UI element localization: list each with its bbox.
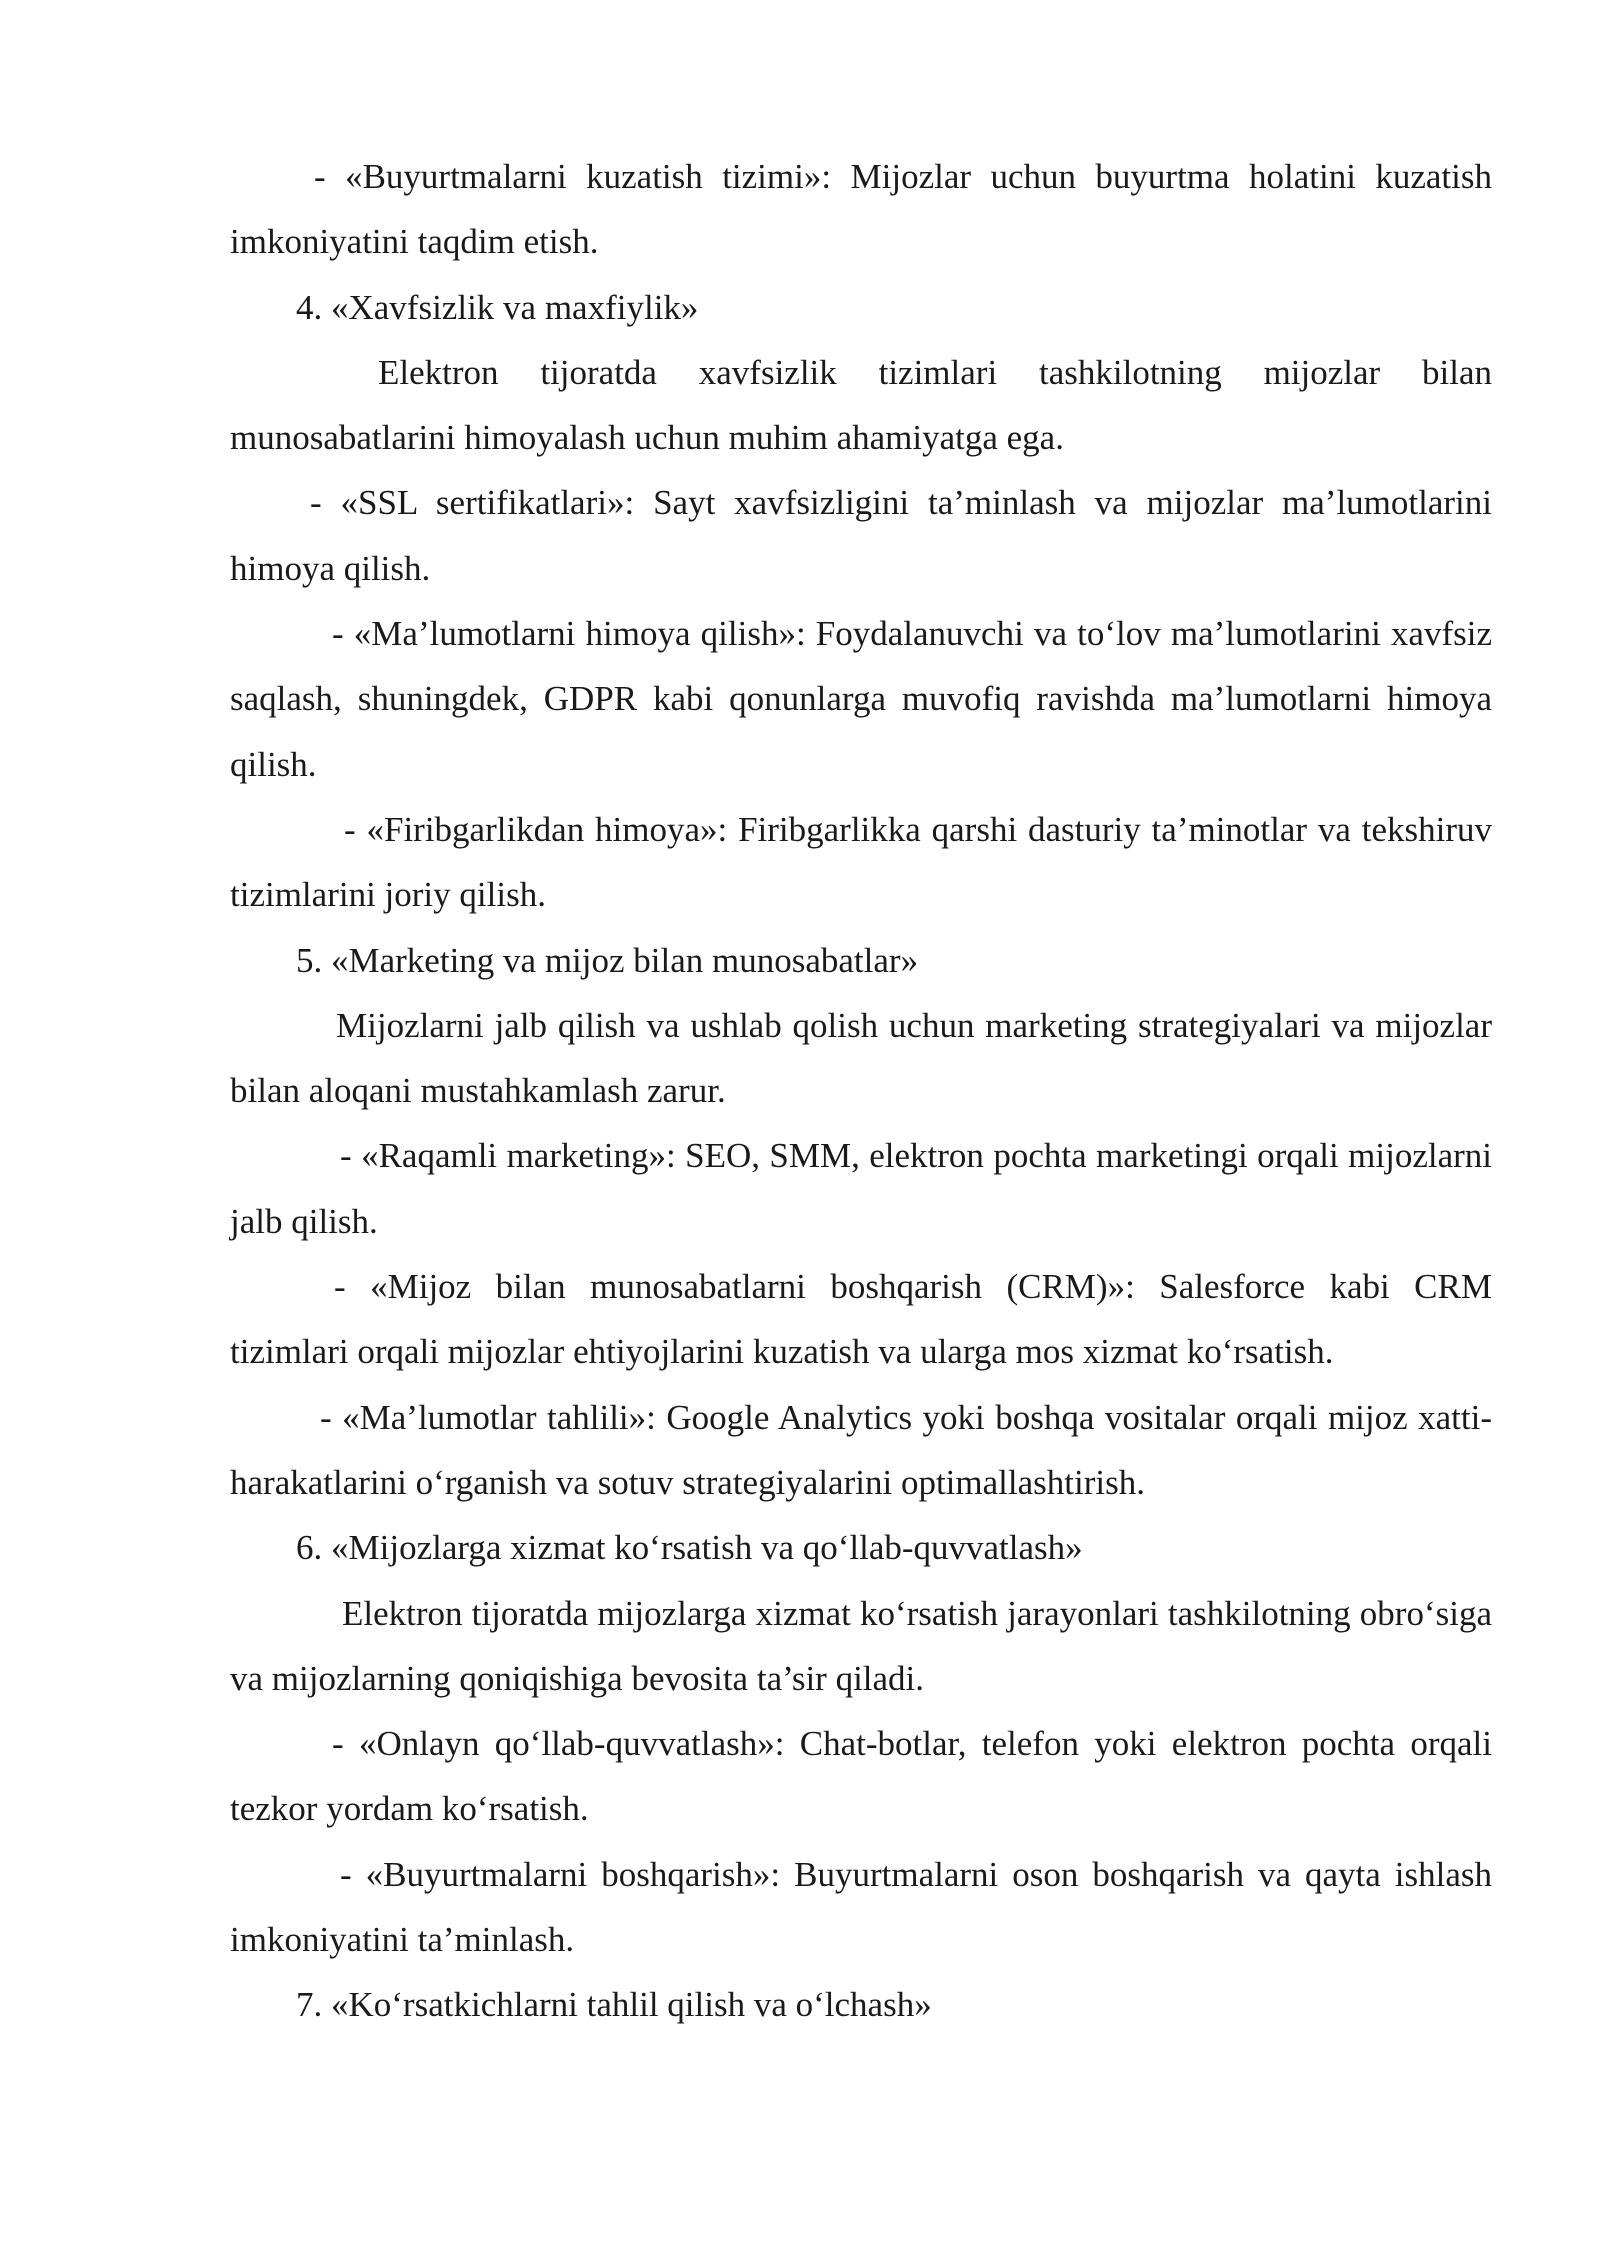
bullet-crm: - «Mijoz bilan munosabatlarni boshqarish (CRM)»: Salesforce kabi CRM tizimlari orqali mijozlar ehtiyojlarini kuzatish va ularga mos xizmat ko‘rsatish.: [230, 1267, 1492, 1372]
bullet-order-tracking: - «Buyurtmalarni kuzatish tizimi»: Mijozlar uchun buyurtma holatini kuzatish imkoniyatini taqdim etish.: [230, 157, 1492, 262]
paragraph-security-intro: Elektron tijoratda xavfsizlik tizimlari tashkilotning mijozlar bilan munosabatlarini himoyalash uchun muhim ahamiyatga ega.: [230, 352, 1492, 458]
heading-security-privacy: 4. «Xavfsizlik va maxfiylik»: [296, 287, 699, 327]
bullet-ssl-certificates: - «SSL sertifikatlari»: Sayt xavfsizligini ta’minlash va mijozlar ma’lumotlarini himoya qilish.: [230, 483, 1492, 588]
bullet-order-management: - «Buyurtmalarni boshqarish»: Buyurtmalarni oson boshqarish va qayta ishlash imkoniyatini ta’minlash.: [230, 1854, 1492, 1960]
heading-metrics-analysis: 7. «Ko‘rsatkichlarni tahlil qilish va o‘lchash»: [296, 1985, 932, 2025]
bullet-online-support: - «Onlayn qo‘llab-quvvatlash»: Chat-botlar, telefon yoki elektron pochta orqali tezkor yordam ko‘rsatish.: [230, 1724, 1492, 1829]
paragraph-marketing-intro: Mijozlarni jalb qilish va ushlab qolish uchun marketing strategiyalari va mijozlar bilan aloqani mustahkamlash zarur.: [230, 1005, 1492, 1111]
heading-marketing-relations: 5. «Marketing va mijoz bilan munosabatlar»: [296, 940, 919, 980]
bullet-fraud-protection: - «Firibgarlikdan himoya»: Firibgarlikka qarshi dasturiy ta’minotlar va tekshiruv tizimlarini joriy qilish.: [230, 809, 1492, 915]
bullet-data-analytics: - «Ma’lumotlar tahlili»: Google Analytics yoki boshqa vositalar orqali mijoz xatti-harakatlarini o‘rganish va sotuv strategiyalarini optimallashtirish.: [230, 1397, 1492, 1502]
bullet-digital-marketing: - «Raqamli marketing»: SEO, SMM, elektron pochta marketingi orqali mijozlarni jalb qilish.: [230, 1136, 1492, 1241]
heading-customer-service: 6. «Mijozlarga xizmat ko‘rsatish va qo‘llab-quvvatlash»: [296, 1528, 1083, 1568]
document-body: [230, 144, 1492, 2038]
bullet-data-protection: - «Ma’lumotlarni himoya qilish»: Foydalanuvchi va to‘lov ma’lumotlarini xavfsiz saqlash, shuningdek, GDPR kabi qonunlarga muvofiq ravishda ma’lumotlarni himoya qilish.: [230, 614, 1492, 784]
paragraph-customer-service-intro: Elektron tijoratda mijozlarga xizmat ko‘rsatish jarayonlari tashkilotning obro‘siga va mijozlarning qoniqishiga bevosita ta’sir qiladi.: [230, 1593, 1492, 1698]
